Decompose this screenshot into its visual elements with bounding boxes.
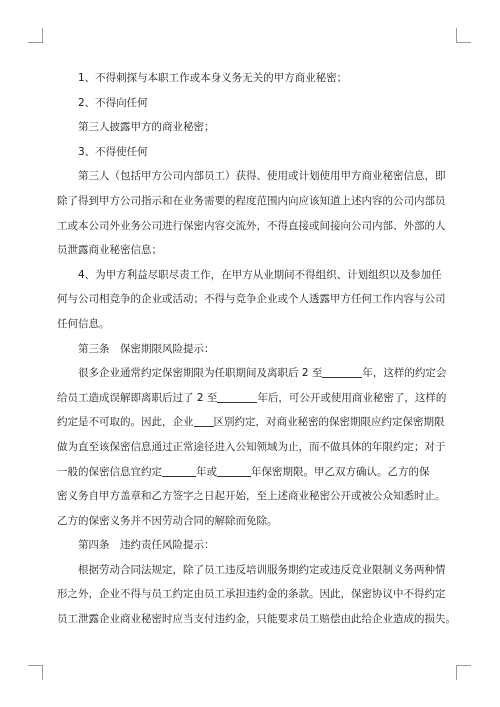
text-line: 形之外，企业不得与员工约定由员工承担违约金的条款。因此，保密协议中不得约定: [57, 588, 446, 601]
fill-blank: [162, 464, 196, 477]
text-line: 给员工造成误解即离职后过了 2 至 年后，可公开或使用商业秘密了，这样的: [57, 391, 447, 404]
text-line: 一般的保密信息宜约定 年或 年保密期限。甲乙双方确认。乙方的保: [57, 465, 430, 478]
text-line: 3、不得使任何: [57, 145, 148, 158]
text-line: 1、不得刺探与本职工作或本身义务无关的甲方商业秘密；: [57, 72, 348, 84]
text-line: 第三人披露甲方的商业秘密；: [57, 121, 215, 134]
text-line: 员工泄露企业商业秘密时应当支付违约金，只能要求员工赔偿由此给企业造成的损失。: [57, 613, 456, 626]
text-line: 很多企业通常约定保密期限为任职期间及离职后 2 至 年，这样的约定会: [57, 367, 447, 380]
crop-mark-bottom-left: [28, 665, 43, 680]
section-heading: 第四条 违约责任风险提示：: [57, 539, 215, 552]
crop-mark-top-left: [28, 28, 43, 43]
text-line: 约定是不可取的。因此，企业 区别约定，对商业秘密的保密期限应约定保密期限: [57, 416, 445, 429]
text-line: 何与公司相竞争的企业或活动；不得与竞争企业或个人透露甲方任何工作内容与公司: [57, 293, 446, 306]
text-line: 密义务自甲方盖章和乙方签字之日起开始，至上述商业秘密公开或被公众知悉时止。: [57, 490, 446, 503]
text-line: 做为直至该保密信息通过正常途径进入公知领域为止，而不做具体的年限约定；对于: [57, 440, 446, 453]
section-heading: 第三条 保密期限风险提示：: [57, 342, 215, 355]
fill-blank: [217, 464, 251, 477]
text-line: 根据劳动合同法规定，除了员工违反培训服务期约定或违反竞业限制义务两种情: [57, 563, 446, 576]
crop-mark-top-right: [456, 28, 471, 43]
fill-blank: [322, 365, 362, 378]
text-line: 乙方的保密义务并不因劳动合同的解除而免除。: [57, 514, 278, 527]
text-line: 第三人（包括甲方公司内部员工）获得、使用或计划使用甲方商业秘密信息，即: [57, 170, 446, 183]
crop-mark-bottom-right: [456, 665, 471, 680]
text-line: 工或本公司外业务公司进行保密内容交流外，不得直接或间接向公司内部、外部的人: [57, 219, 446, 232]
document-body: [57, 66, 456, 632]
text-line: 员泄露商业秘密信息；: [57, 244, 162, 257]
text-line: 除了得到甲方公司指示和在业务需要的程度范围内向应该知道上述内容的公司内部员: [57, 194, 446, 207]
fill-blank: [194, 414, 214, 427]
text-line: 2、不得向任何: [57, 96, 148, 109]
text-line: 任何信息。: [57, 317, 110, 330]
fill-blank: [217, 390, 257, 403]
text-line: 4、为甲方利益尽职尽责工作，在甲方从业期间不得组织、计划组织以及参加任: [57, 268, 442, 281]
